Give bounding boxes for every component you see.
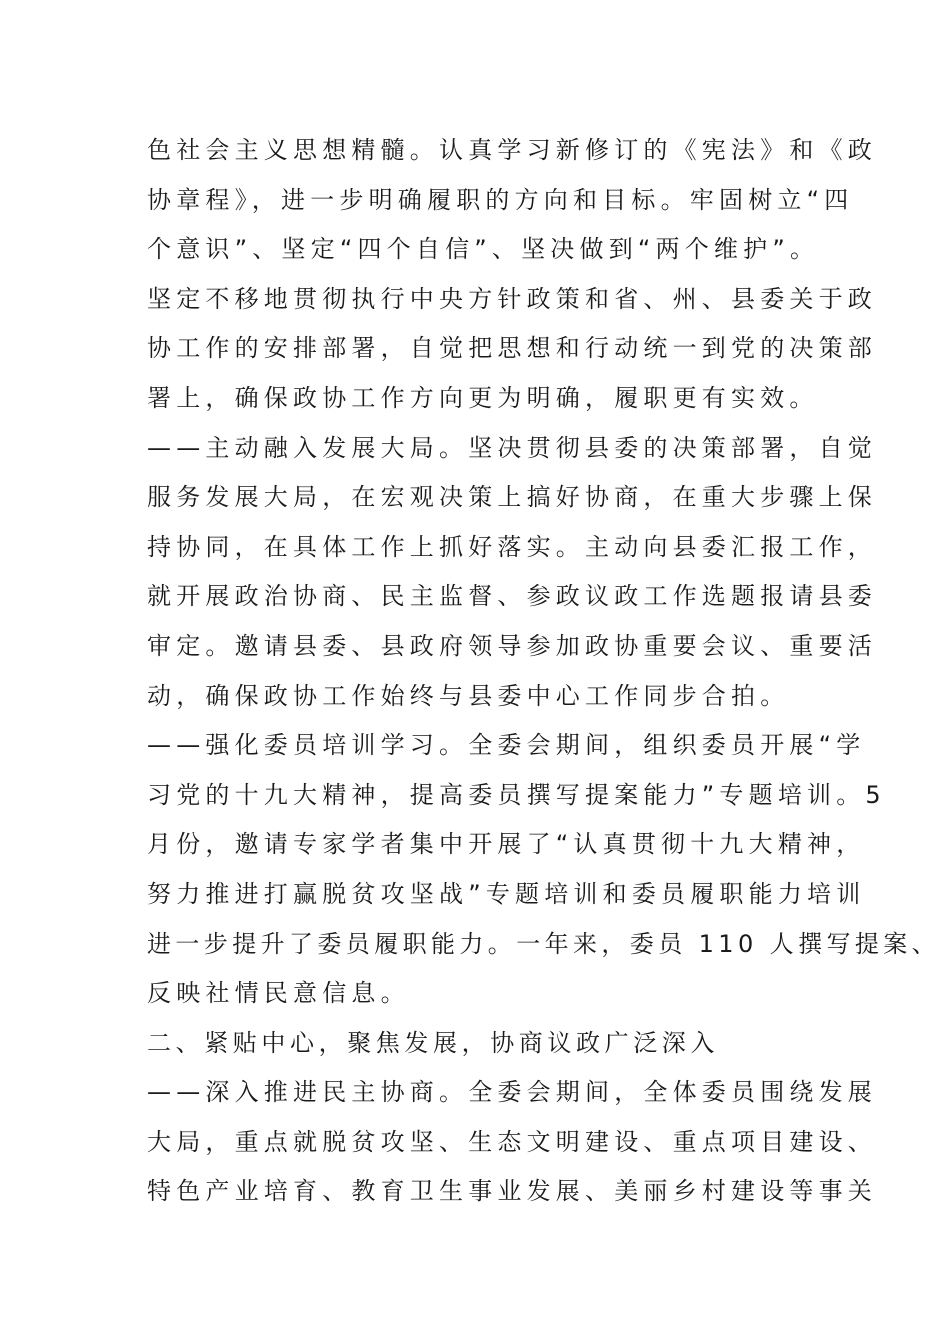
section-heading: 二、紧贴中心，聚焦发展，协商议政广泛深入 xyxy=(147,1028,719,1057)
text-line: 审定。邀请县委、县政府领导参加政协重要会议、重要活 xyxy=(147,631,877,660)
body-text xyxy=(147,126,941,1217)
text-line: 色社会主义思想精髓。认真学习新修订的《宪法》和《政 xyxy=(147,136,877,164)
text-line: 动，确保政协工作始终与县委中心工作同步合拍。 xyxy=(147,681,790,710)
text-line: 服务发展大局，在宏观决策上搞好协商，在重大步骤上保 xyxy=(147,483,877,512)
text-line: 就开展政治协商、民主监督、参政议政工作选题报请县委 xyxy=(147,582,877,611)
text-line: 坚定不移地贯彻执行中央方针政策和省、州、县委关于政 xyxy=(147,284,877,313)
text-line: ——强化委员培训学习。全委会期间，组织委员开展“学 xyxy=(147,731,866,760)
text-line: 进一步提升了委员履职能力。一年来，委员 110 人撰写提案、 xyxy=(147,929,941,958)
text-line: ——主动融入发展大局。坚决贯彻县委的决策部署，自觉 xyxy=(147,433,877,462)
text-line: 协章程》，进一步明确履职的方向和目标。牢固树立“四 xyxy=(147,185,854,214)
text-line: 个意识”、坚定“四个自信”、坚决做到“两个维护”。 xyxy=(147,235,820,264)
text-line: 持协同，在具体工作上抓好落实。主动向县委汇报工作， xyxy=(147,532,877,561)
text-line: ——深入推进民主协商。全委会期间，全体委员围绕发展 xyxy=(147,1078,877,1107)
text-line: 署上，确保政协工作方向更为明确，履职更有实效。 xyxy=(147,383,819,412)
text-line: 反映社情民意信息。 xyxy=(147,979,410,1008)
text-line: 努力推进打赢脱贫攻坚战”专题培训和委员履职能力培训 xyxy=(147,879,866,908)
text-line: 习党的十九大精神，提高委员撰写提案能力”专题培训。5 xyxy=(147,780,886,809)
text-line: 月份，邀请专家学者集中开展了“认真贯彻十九大精神， xyxy=(147,830,866,859)
text-line: 大局，重点就脱贫攻坚、生态文明建设、重点项目建设、 xyxy=(147,1127,877,1156)
text-line: 协工作的安排部署，自觉把思想和行动统一到党的决策部 xyxy=(147,334,877,363)
text-line: 特色产业培育、教育卫生事业发展、美丽乡村建设等事关 xyxy=(147,1177,877,1206)
